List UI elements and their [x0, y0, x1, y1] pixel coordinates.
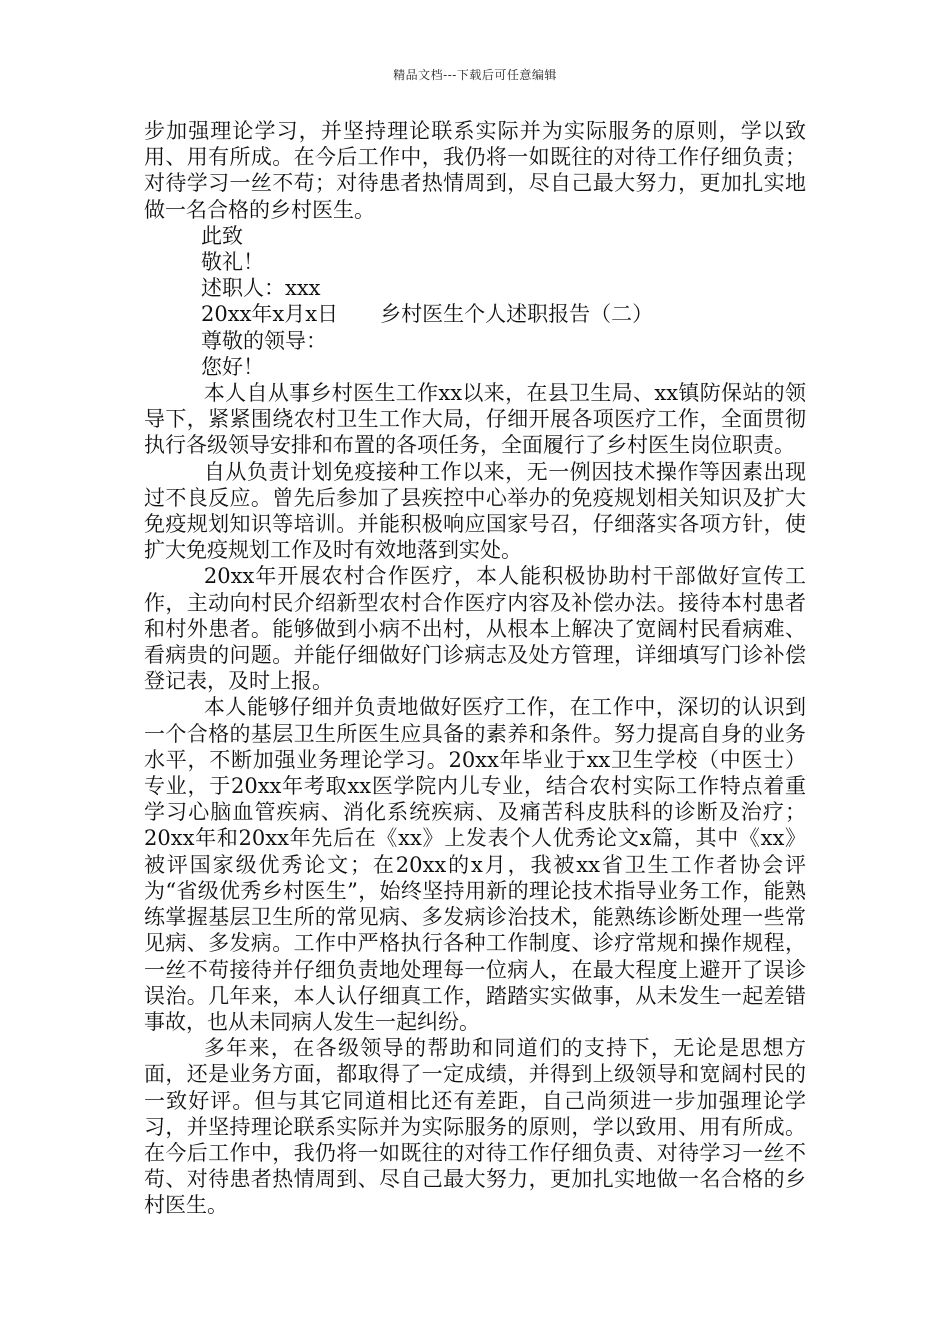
paragraph-2: 自从负责计划免疫接种工作以来，无一例因技术操作等因素出现过不良反应。曾先后参加了县疾控中心举办的免疫规划相关知识及扩大免疫规划知识等培训。并能积极响应国家号召，仔细落实各项方针，使扩大免疫规划工作及时有效地落到实处。: [144, 459, 806, 563]
closing-line-2: 敬礼！: [201, 250, 264, 275]
document-body: [144, 118, 806, 1219]
paragraph-5: 多年来，在各级领导的帮助和同道们的支持下，无论是思想方面，还是业务方面，都取得了一定成绩，并得到上级领导和宽阔村民的一致好评。但与其它同道相比还有差距，自己尚须进一步加强理论学习，并坚持理论联系实际并为实际服务的原则，学以致用、用有所成。在今后工作中，我仍将一如既往的对待工作仔细负责、对待学习一丝不苟、对待患者热情周到、尽自己最大努力，更加扎实地做一名合格的乡村医生。: [144, 1036, 806, 1218]
signer-line: 述职人：xxx: [201, 276, 321, 301]
greeting-line: 您好！: [201, 354, 264, 379]
page-header: 精品文档---下载后可任意编辑: [393, 68, 557, 82]
paragraph-1: 本人自从事乡村医生工作xx以来，在县卫生局、xx镇防保站的领导下，紧紧围绕农村卫生工作大局，仔细开展各项医疗工作，全面贯彻执行各级领导安排和布置的各项任务，全面履行了乡村医生岗位职责。: [144, 381, 806, 458]
date-text: 20xx年x月x日: [201, 302, 339, 327]
salutation-line: 尊敬的领导：: [201, 328, 327, 353]
paragraph-3: 20xx年开展农村合作医疗，本人能积极协助村干部做好宣传工作，主动向村民介绍新型农村合作医疗内容及补偿办法。接待本村患者和村外患者。能够做到小病不出村，从根本上解决了宽阔村民看病难、看病贵的问题。并能仔细做好门诊病志及处方管理，详细填写门诊补偿登记表，及时上报。: [144, 564, 806, 694]
paragraph-4: 本人能够仔细并负责地做好医疗工作，在工作中，深切的认识到一个合格的基层卫生所医生应具备的素养和条件。努力提高自身的业务水平，不断加强业务理论学习。20xx年毕业于xx卫生学校（中医士）专业，于20xx年考取xx医学院内儿专业，结合农村实际工作特点着重学习心脑血管疾病、消化系统疾病、及痛苦科皮肤科的诊断及治疗；20xx年和20xx年先后在《xx》上发表个人优秀论文x篇，其中《xx》被评国家级优秀论文；在20xx的x月，我被xx省卫生工作者协会评为“省级优秀乡村医生”，始终坚持用新的理论技术指导业务工作，能熟练掌握基层卫生所的常见病、多发病诊治技术，能熟练诊断处理一些常见病、多发病。工作中严格执行各种工作制度、诊疗常规和操作规程，一丝不苟接待并仔细负责地处理每一位病人，在最大程度上避开了误诊误治。几年来，本人认仔细真工作，踏踏实实做事，从未发生一起差错事故，也从未同病人发生一起纠纷。: [144, 695, 806, 1034]
section-title: 乡村医生个人述职报告（二）: [380, 302, 654, 327]
paragraph-continuation: 步加强理论学习，并坚持理论联系实际并为实际服务的原则，学以致用、用有所成。在今后工作中，我仍将一如既往的对待工作仔细负责；对待学习一丝不苟；对待患者热情周到，尽自己最大努力，更加扎实地做一名合格的乡村医生。: [144, 119, 806, 222]
closing-line-1: 此致: [201, 223, 243, 248]
date-title-line: [144, 301, 806, 327]
